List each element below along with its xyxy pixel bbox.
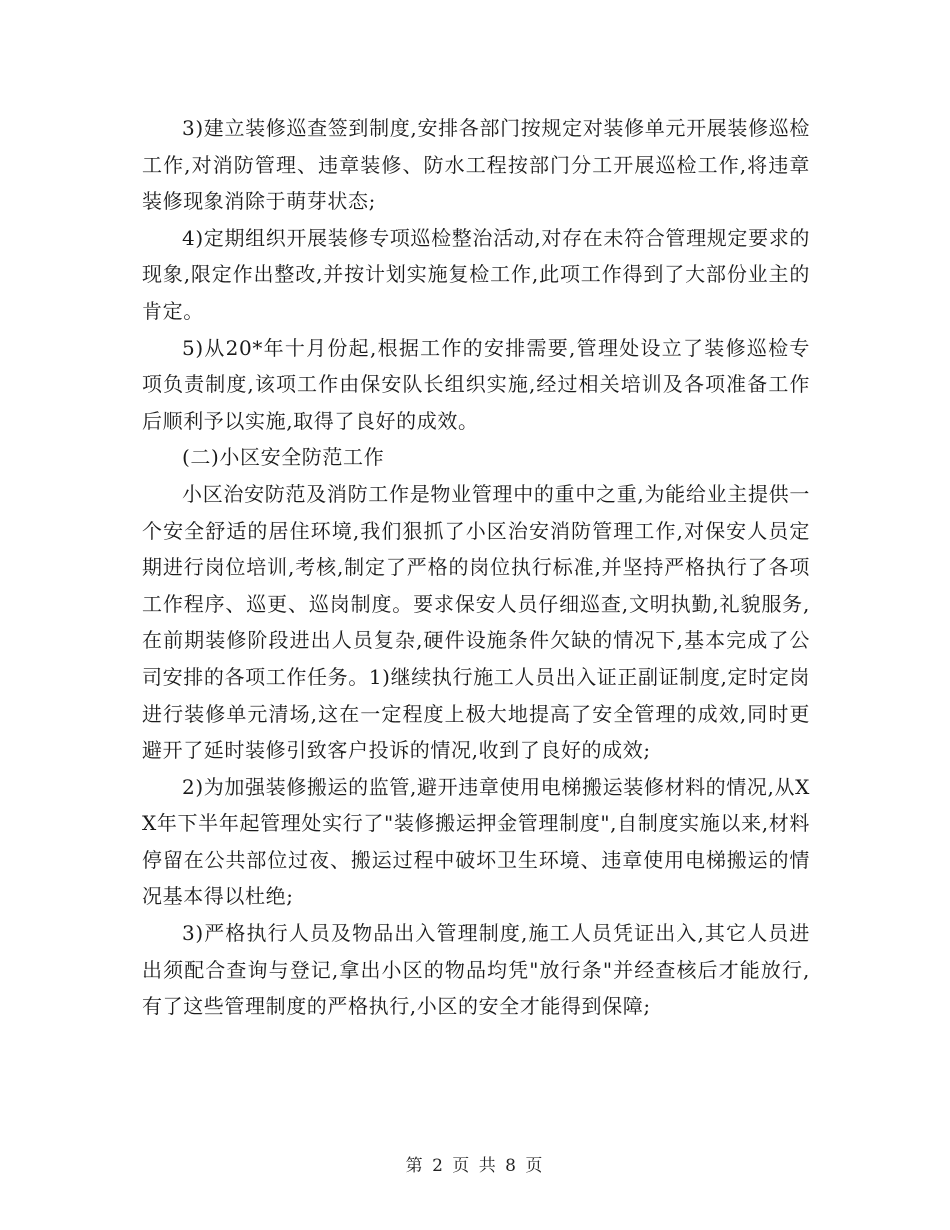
document-body [142, 110, 810, 1025]
paragraph-security-overview: 小区治安防范及消防工作是物业管理中的重中之重,为能给业主提供一个安全舒适的居住环境,我们狠抓了小区治安消防管理工作,对保安人员定期进行岗位培训,考核,制定了严格的岗位执行标准,并坚持严格执行了各项工作程序、巡更、巡岗制度。要求保安人员仔细巡查,文明执勤,礼貌服务,在前期装修阶段进出人员复杂,硬件设施条件欠缺的情况下,基本完成了公司安排的各项工作任务。1)继续执行施工人员出入证正副证制度,定时定岗进行装修单元清场,这在一定程度上极大地提高了安全管理的成效,同时更避开了延时装修引致客户投诉的情况,收到了良好的成效; [142, 481, 810, 763]
section-heading-security: (二)小区安全防范工作 [182, 445, 385, 470]
paragraph-item-2-moving-supervision: 2)为加强装修搬运的监管,避开违章使用电梯搬运装修材料的情况,从XX年下半年起管理处实行了"装修搬运押金管理制度",自制度实施以来,材料停留在公共部位过夜、搬运过程中破坏卫生环境、违章使用电梯搬运的情况基本得以杜绝; [142, 774, 810, 909]
paragraph-item-3-entry-exit-management: 3)严格执行人员及物品出入管理制度,施工人员凭证出入,其它人员进出须配合查询与登记,拿出小区的物品均凭"放行条"并经查核后才能放行,有了这些管理制度的严格执行,小区的安全才能得到保障; [142, 921, 810, 1019]
paragraph-item-4-special-inspection: 4)定期组织开展装修专项巡检整治活动,对存在未符合管理规定要求的现象,限定作出整改,并按计划实施复检工作,此项工作得到了大部份业主的肯定。 [142, 225, 810, 323]
page-number-footer: 第 2 页 共 8 页 [405, 1156, 545, 1176]
paragraph-item-5-responsibility-system: 5)从20*年十月份起,根据工作的安排需要,管理处设立了装修巡检专项负责制度,该项工作由保安队长组织实施,经过相关培训及各项准备工作后顺利予以实施,取得了良好的成效。 [142, 335, 810, 433]
paragraph-item-3-decoration-inspection: 3)建立装修巡查签到制度,安排各部门按规定对装修单元开展装修巡检工作,对消防管理、违章装修、防水工程按部门分工开展巡检工作,将违章装修现象消除于萌芽状态; [142, 116, 810, 214]
